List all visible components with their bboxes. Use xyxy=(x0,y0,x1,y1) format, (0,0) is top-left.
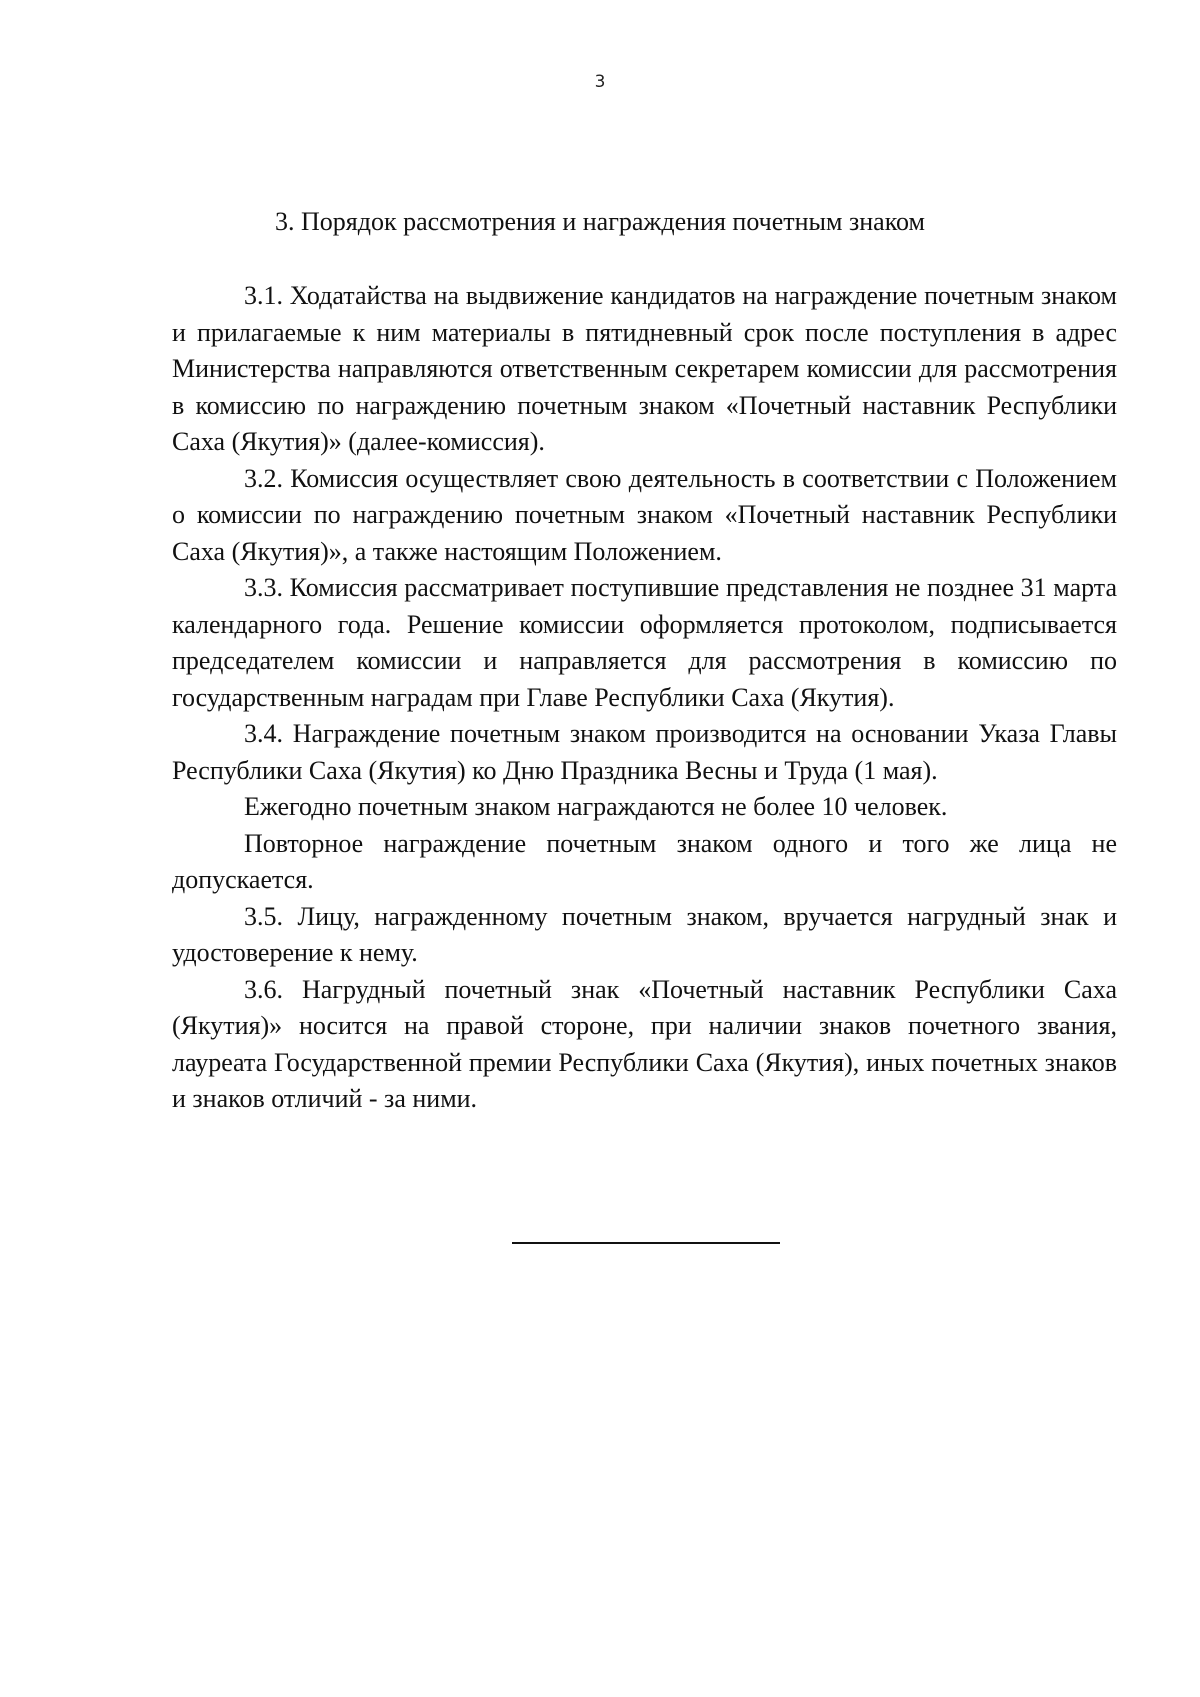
page-number: 3 xyxy=(594,72,606,92)
paragraph-3-4: 3.4. Награждение почетным знаком производится на основании Указа Главы Республики Саха (Якутия) ко Дню Праздника Весны и Труда (1 мая). xyxy=(172,719,1117,785)
paragraph-annual-limit: Ежегодно почетным знаком награждаются не более 10 человек. xyxy=(244,792,948,821)
paragraph-3-2: 3.2. Комиссия осуществляет свою деятельность в соответствии с Положением о комиссии по награждению почетным знаком «Почетный наставник Республики Саха (Якутия)», а также настоящим Положением. xyxy=(172,463,1117,566)
section-body xyxy=(172,278,1117,1118)
paragraph-3-6: 3.6. Нагрудный почетный знак «Почетный наставник Республики Саха (Якутия)» носится на правой стороне, при наличии знаков почетного звания, лауреата Государственной премии Республики Саха (Якутия), иных почетных знаков и знаков отличий - за ними. xyxy=(172,974,1117,1113)
section-heading: 3. Порядок рассмотрения и награждения почетным знаком xyxy=(275,207,925,236)
paragraph-3-5: 3.5. Лицу, награжденному почетным знаком, вручается нагрудный знак и удостоверение к нему. xyxy=(172,901,1117,967)
end-separator-line xyxy=(512,1242,780,1244)
paragraph-3-3: 3.3. Комиссия рассматривает поступившие представления не позднее 31 марта календарного года. Решение комиссии оформляется протоколом, подписывается председателем комиссии и направляется для рассмотрения в комиссию по государственным наградам при Главе Республики Саха (Якутия). xyxy=(172,573,1117,712)
paragraph-repeat-award: Повторное награждение почетным знаком одного и того же лица не допускается. xyxy=(172,828,1117,894)
paragraph-3-1: 3.1. Ходатайства на выдвижение кандидатов на награждение почетным знаком и прилагаемые к ним материалы в пятидневный срок после поступления в адрес Министерства направляются ответственным секретарем комиссии для рассмотрения в комиссию по награждению почетным знаком «Почетный наставник Республики Саха (Якутия)» (далее-комиссия). xyxy=(172,281,1117,456)
